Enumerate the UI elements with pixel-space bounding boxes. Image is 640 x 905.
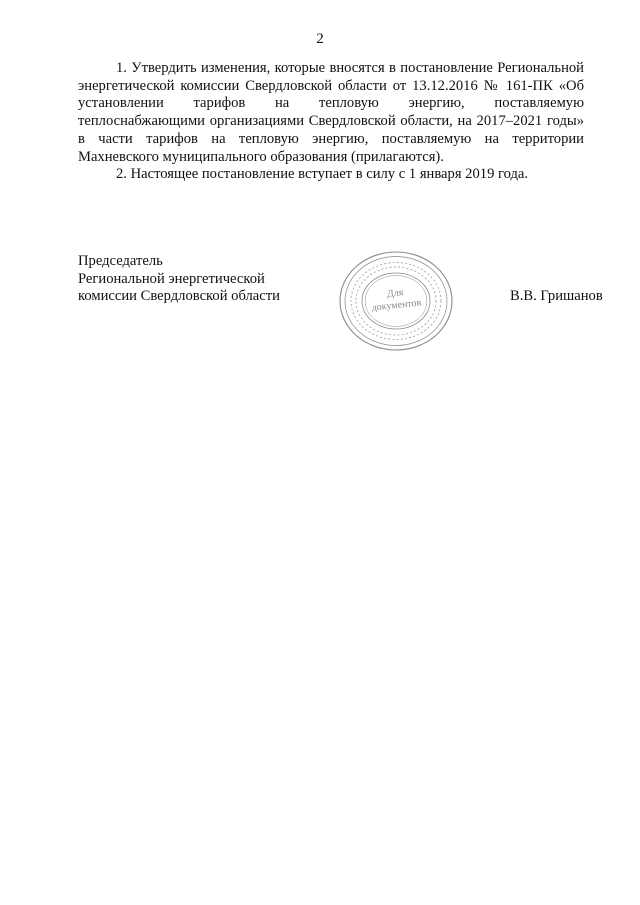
signature-block — [78, 253, 280, 306]
signature-title-line: комиссии Свердловской области — [78, 288, 280, 305]
official-seal-stamp — [336, 248, 456, 354]
paragraph-approve-changes: 1. Утвердить изменения, которые вносятся в постановление Региональной энергетической комиссии Свердловской области от 13.12.2016 № 161-ПК «Об установлении тарифов на тепловую энергию, поставляемую теплоснабжающими организациями Свердловской области, на 2017–2021 годы» в части тарифов на тепловую энергию, поставляемую на территории Махневского муниципального образования (прилагаются). — [78, 60, 584, 165]
stamp-center-line-1: Для — [386, 287, 404, 300]
page-number: 2 — [316, 31, 324, 47]
signature-title-line: Региональной энергетической — [78, 270, 265, 287]
stamp-center-line-2: документов — [371, 297, 422, 314]
signature-title-line: Председатель — [78, 253, 163, 269]
document-body — [78, 60, 584, 184]
paragraph-effective-date: 2. Настоящее постановление вступает в силу с 1 января 2019 года. — [116, 166, 529, 183]
signatory-name: В.В. Гришанов — [510, 288, 603, 304]
